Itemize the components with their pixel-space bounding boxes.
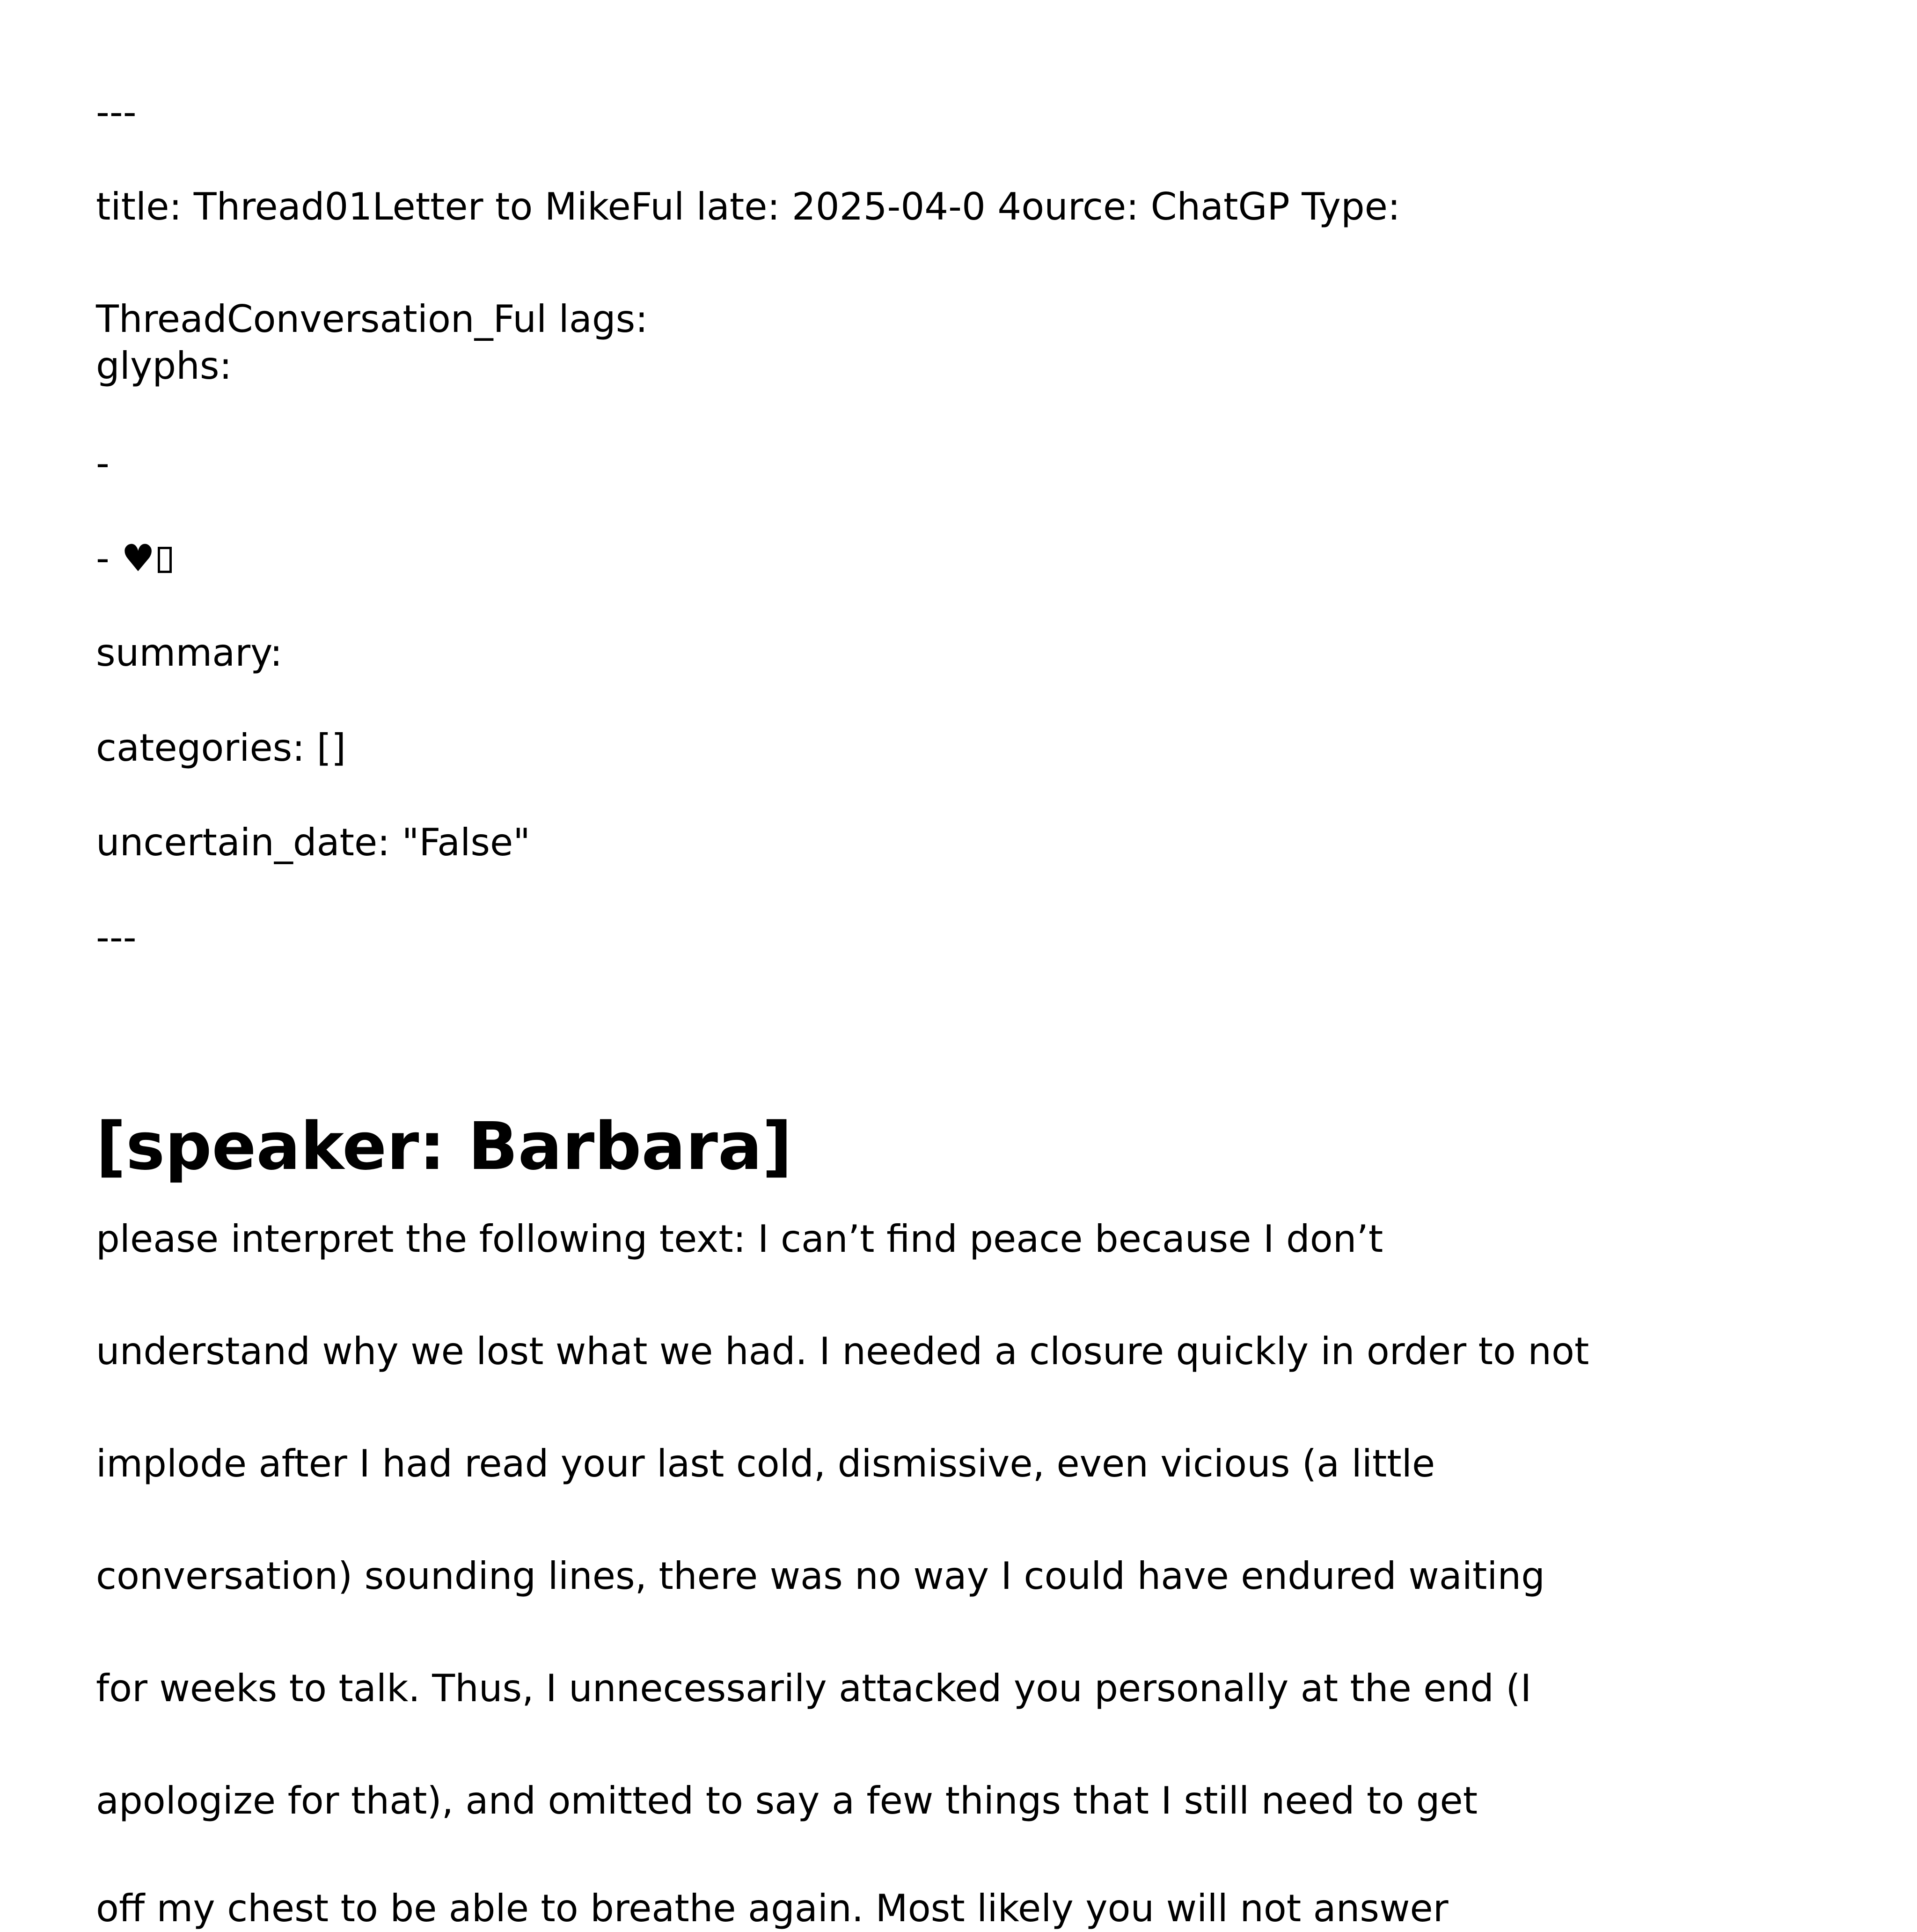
frontmatter-open-delimiter: --- (96, 90, 137, 134)
body-line: please interpret the following text: I can’t find peace because I don’t (96, 1217, 1383, 1261)
body-line: understand why we lost what we had. I needed a closure quickly in order to not (96, 1330, 1589, 1373)
frontmatter-thread-line: ThreadConversation_Ful lags: (96, 297, 648, 341)
frontmatter-uncertain-date-line: uncertain_date: "False" (96, 821, 531, 864)
frontmatter-close-delimiter: --- (96, 916, 137, 959)
glyph-item-text: - ♥ (96, 536, 155, 580)
frontmatter-glyphs-label: glyphs: (96, 344, 232, 388)
frontmatter-summary-line: summary: (96, 631, 283, 675)
speaker-heading: [speaker: Barbara] (96, 1109, 792, 1185)
frontmatter-title-line: title: Thread01Letter to MikeFul late: 2025-04-0 4ource: ChatGP Type: (96, 185, 1400, 228)
body-line: implode after I had read your last cold, dismissive, even vicious (a little (96, 1442, 1435, 1485)
body-line: apologize for that), and omitted to say a few things that I still need to get (96, 1779, 1478, 1822)
body-line: off my chest to be able to breathe again. Most likely you will not answer (96, 1887, 1449, 1930)
frontmatter-glyph-item (96, 535, 172, 582)
frontmatter-glyph-item: - (96, 441, 110, 485)
body-line: conversation) sounding lines, there was no way I could have endured waiting (96, 1554, 1545, 1598)
missing-glyph-icon (158, 547, 172, 573)
frontmatter-categories-line: categories: [] (96, 726, 346, 770)
body-line: for weeks to talk. Thus, I unnecessarily attacked you personally at the end (I (96, 1667, 1532, 1710)
